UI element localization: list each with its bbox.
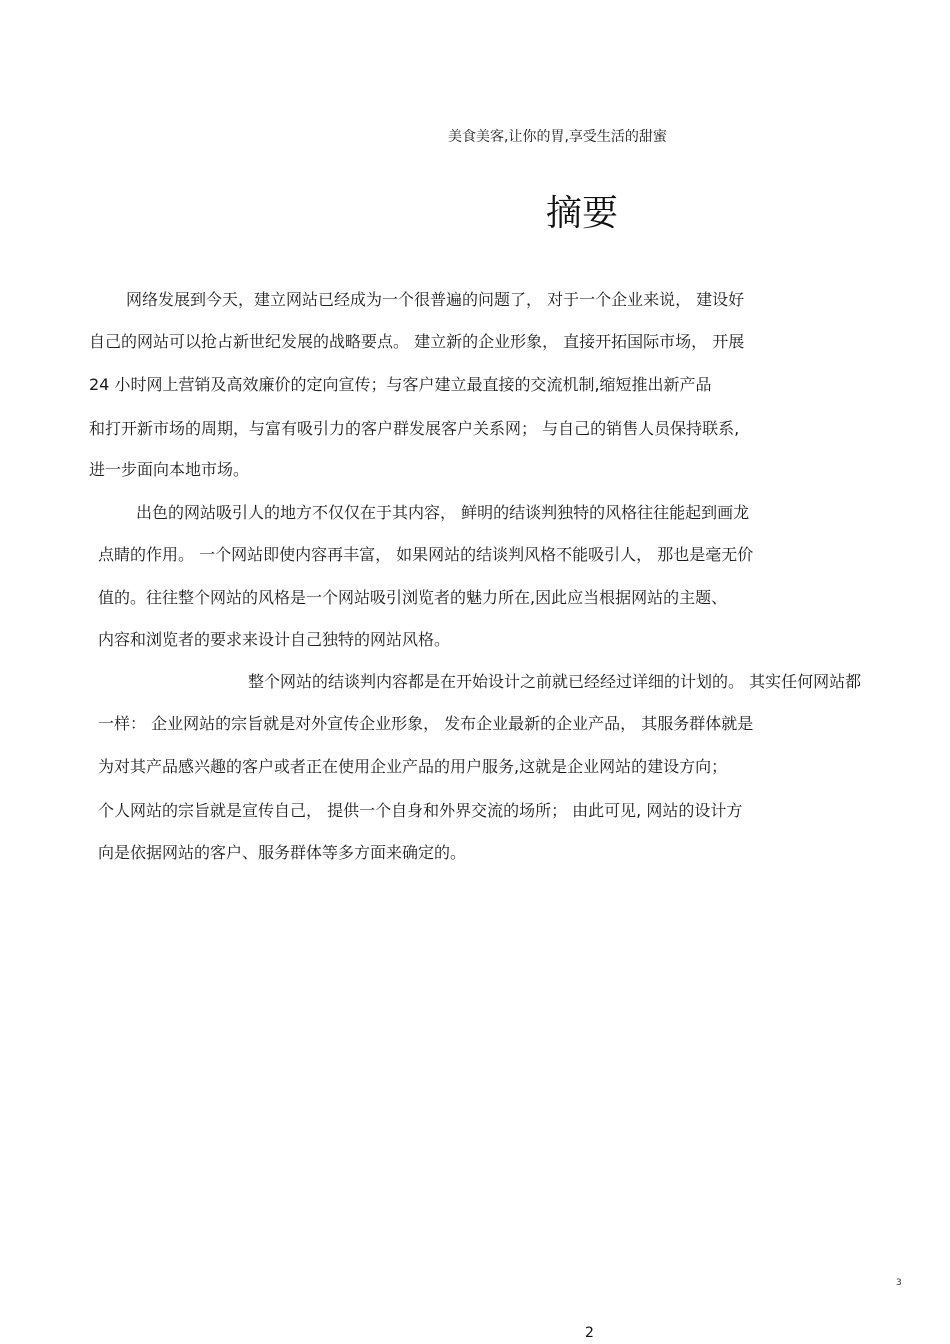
paragraph-line: 和打开新市场的周期，与富有吸引力的客户群发展客户关系网； 与自己的销售人员保持联系, [89,419,740,438]
paragraph-line: 一样： 企业网站的宗旨就是对外宣传企业形象， 发布企业最新的企业产品， 其服务群体就是 [98,714,754,733]
page-number: 2 [585,1325,594,1341]
paragraph-line: 整个网站的结谈判内容都是在开始设计之前就已经经过详细的计划的。 其实任何网站都 [248,672,862,691]
paragraph-line: 网络发展到今天，建立网站已经成为一个很普遍的问题了， 对于一个企业来说， 建设好 [126,290,745,309]
paragraph-line: 24 小时网上营销及高效廉价的定向宣传；与客户建立最直接的交流机制,缩短推出新产品 [89,375,712,394]
paragraph-line: 点睛的作用。 一个网站即使内容再丰富， 如果网站的结谈判风格不能吸引人， 那也是毫无价 [98,545,754,564]
paragraph-line: 进一步面向本地市场。 [89,460,250,479]
running-header: 美食美客,让你的胃,享受生活的甜蜜 [448,129,667,145]
paragraph-line: 内容和浏览者的要求来设计自己独特的网站风格。 [98,630,451,649]
page-title: 摘要 [546,193,619,234]
paragraph-line: 个人网站的宗旨就是宣传自己， 提供一个自身和外界交流的场所； 由此可见, 网站的设计方 [98,801,743,820]
corner-page-marker: 3 [896,1278,902,1288]
paragraph-line: 自己的网站可以抢占新世纪发展的战略要点。 建立新的企业形象， 直接开拓国际市场， 开展 [89,332,745,351]
paragraph-line: 向是依据网站的客户、服务群体等多方面来确定的。 [98,843,467,862]
paragraph-line: 值的。往往整个网站的风格是一个网站吸引浏览者的魅力所在,因此应当根据网站的主题、 [98,588,728,607]
paragraph-line: 出色的网站吸引人的地方不仅仅在于其内容， 鲜明的结谈判独特的风格往往能起到画龙 [136,503,750,522]
paragraph-line: 为对其产品感兴趣的客户或者正在使用企业产品的用户服务,这就是企业网站的建设方向； [98,757,728,776]
